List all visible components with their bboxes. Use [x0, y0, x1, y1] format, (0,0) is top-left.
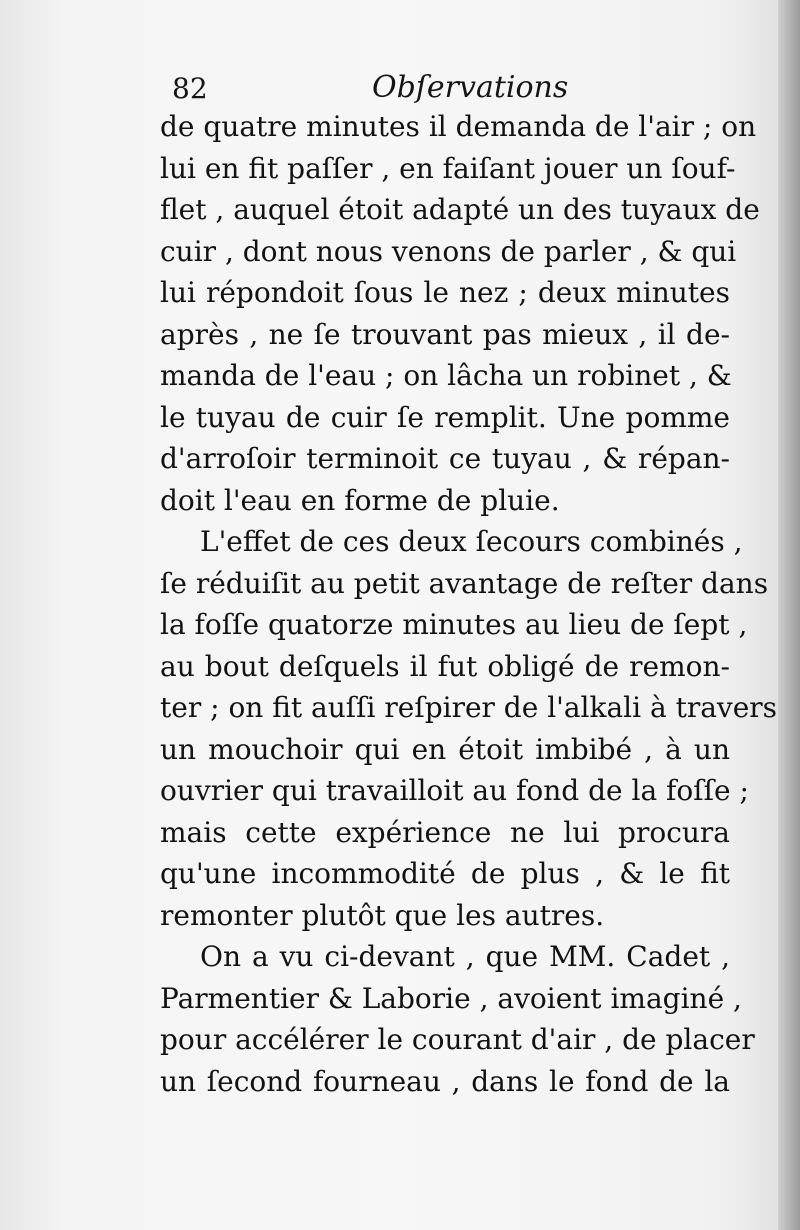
text-line: Parmentier & Laborie , avoient imaginé , [160, 981, 742, 1015]
text-line: le tuyau de cuir ſe remplit. Une pomme [160, 400, 730, 434]
running-head: Obſervations [372, 70, 569, 105]
text-line: lui répondoit ſous le nez ; deux minutes [160, 276, 730, 309]
text-line: On a vu ci-devant , que MM. Cadet , [200, 940, 730, 973]
text-line: L'effet de ces deux ſecours combinés , [200, 525, 743, 558]
text-line: la foſſe quatorze minutes au lieu de ſept , [160, 608, 748, 641]
text-line: au bout deſquels il fut obligé de remon- [160, 649, 730, 683]
text-line: doit l'eau en forme de pluie. [160, 483, 560, 517]
text-line: un ſecond fourneau , dans le fond de la [160, 1064, 730, 1098]
text-line: un mouchoir qui en étoit imbibé , à un [160, 732, 730, 766]
text-line: cuir , dont nous venons de parler , & qui [160, 234, 737, 268]
text-line: de quatre minutes il demanda de l'air ; on [160, 110, 757, 143]
text-line: manda de l'eau ; on lâcha un robinet , & [160, 359, 732, 392]
page-header [172, 68, 732, 108]
text-line: flet , auquel étoit adapté un des tuyaux de [160, 193, 760, 226]
body-text [160, 106, 778, 1102]
text-line: ouvrier qui travailloit au fond de la foſſe ; [160, 774, 749, 807]
text-line: qu'une incommodité de plus , & le fit [160, 857, 730, 890]
text-line: d'arroſoir terminoit ce tuyau , & répan- [160, 442, 730, 475]
text-line: ſe réduiſit au petit avantage de reſter dans [160, 566, 769, 600]
page-number: 82 [172, 72, 208, 105]
text-line: ter ; on fit auſſi reſpirer de l'alkali à travers [160, 691, 778, 724]
page-edge-shadow [778, 0, 800, 1230]
text-line: pour accélérer le courant d'air , de placer [160, 1023, 755, 1056]
text-line: mais cette expérience ne lui procura [160, 815, 730, 849]
text-line: remonter plutôt que les autres. [160, 898, 605, 932]
text-line: lui en fit paſſer , en faiſant jouer un ſouf- [160, 151, 736, 185]
text-line: après , ne ſe trouvant pas mieux , il de- [160, 317, 730, 351]
